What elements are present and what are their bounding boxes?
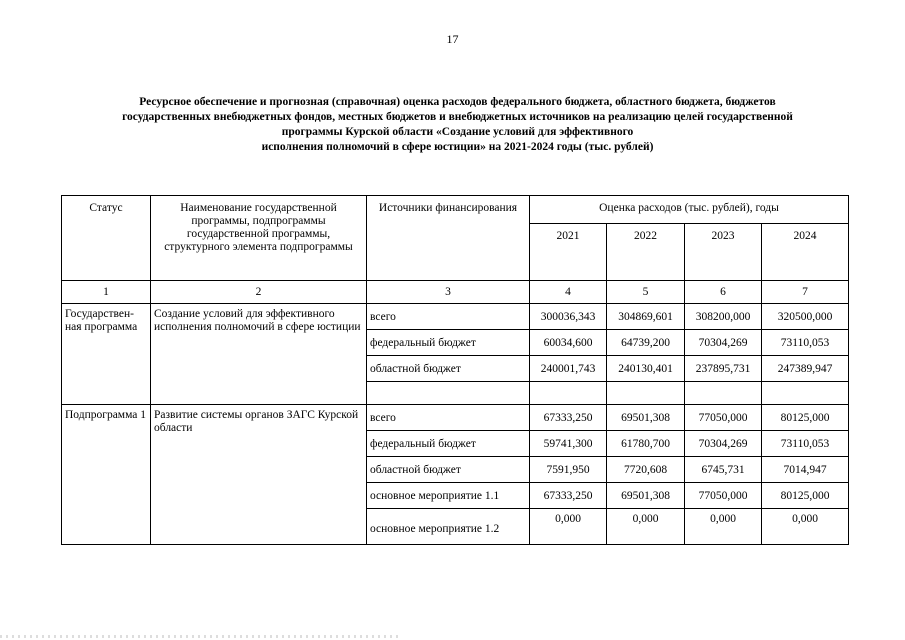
value-cell: 70304,269 — [685, 330, 762, 356]
value-cell: 67333,250 — [530, 483, 607, 509]
header-name: Наименование государственной программы, подпрограммы государственной программы, структурного элемента подпрограммы — [151, 196, 367, 281]
value-cell: 60034,600 — [530, 330, 607, 356]
value-cell: 6745,731 — [685, 457, 762, 483]
title-line: программы Курской области «Создание условий для эффективного — [281, 126, 634, 138]
header-estimate: Оценка расходов (тыс. рублей), годы — [530, 196, 849, 224]
header-row — [62, 196, 849, 224]
value-cell: 67333,250 — [530, 405, 607, 431]
source-cell: всего — [367, 304, 530, 330]
value-cell: 0,000 — [685, 509, 762, 545]
source-cell: всего — [367, 405, 530, 431]
value-cell: 308200,000 — [685, 304, 762, 330]
source-cell: федеральный бюджет — [367, 431, 530, 457]
source-cell: основное мероприятие 1.1 — [367, 483, 530, 509]
source-cell: федеральный бюджет — [367, 330, 530, 356]
program-name-cell: Создание условий для эффективного исполнения полномочий в сфере юстиции — [151, 304, 367, 405]
title-line: исполнения полномочий в сфере юстиции» на 2021-2024 годы (тыс. рублей) — [261, 141, 654, 153]
header-year: 2023 — [685, 224, 762, 281]
empty-cell — [530, 382, 607, 405]
table-row — [62, 405, 849, 431]
value-cell: 300036,343 — [530, 304, 607, 330]
value-cell: 0,000 — [607, 509, 685, 545]
column-number: 5 — [607, 281, 685, 304]
value-cell: 240130,401 — [607, 356, 685, 382]
column-number: 7 — [762, 281, 849, 304]
header-year: 2024 — [762, 224, 849, 281]
status-cell: Государствен-ная программа — [62, 304, 151, 405]
budget-table — [61, 195, 849, 545]
value-cell: 0,000 — [530, 509, 607, 545]
scan-artifact — [0, 635, 400, 638]
value-cell: 73110,053 — [762, 431, 849, 457]
value-cell: 80125,000 — [762, 483, 849, 509]
value-cell: 64739,200 — [607, 330, 685, 356]
value-cell: 59741,300 — [530, 431, 607, 457]
value-cell: 237895,731 — [685, 356, 762, 382]
column-numbers-row — [62, 281, 849, 304]
value-cell: 7591,950 — [530, 457, 607, 483]
empty-cell — [762, 382, 849, 405]
value-cell: 320500,000 — [762, 304, 849, 330]
title-line: Ресурсное обеспечение и прогнозная (справочная) оценка расходов федерального бюджета, областного бюджета, бюджетов — [139, 96, 776, 108]
value-cell: 77050,000 — [685, 405, 762, 431]
value-cell: 73110,053 — [762, 330, 849, 356]
page-number: 17 — [446, 32, 459, 46]
header-status: Статус — [62, 196, 151, 281]
source-cell: областной бюджет — [367, 356, 530, 382]
value-cell: 304869,601 — [607, 304, 685, 330]
column-number: 4 — [530, 281, 607, 304]
source-cell: основное мероприятие 1.2 — [367, 509, 530, 545]
empty-cell — [367, 382, 530, 405]
column-number: 6 — [685, 281, 762, 304]
document-title — [70, 95, 845, 155]
header-year: 2022 — [607, 224, 685, 281]
column-number: 2 — [151, 281, 367, 304]
column-number: 3 — [367, 281, 530, 304]
status-cell: Подпрограмма 1 — [62, 405, 151, 545]
value-cell: 247389,947 — [762, 356, 849, 382]
header-sources: Источники финансирования — [367, 196, 530, 281]
table-row — [62, 304, 849, 330]
value-cell: 80125,000 — [762, 405, 849, 431]
value-cell: 70304,269 — [685, 431, 762, 457]
column-number: 1 — [62, 281, 151, 304]
value-cell: 240001,743 — [530, 356, 607, 382]
empty-cell — [685, 382, 762, 405]
value-cell: 7720,608 — [607, 457, 685, 483]
program-name-cell: Развитие системы органов ЗАГС Курской области — [151, 405, 367, 545]
value-cell: 69501,308 — [607, 483, 685, 509]
title-line: государственных внебюджетных фондов, местных бюджетов и внебюджетных источников на реализацию целей государственной — [122, 111, 793, 123]
value-cell: 61780,700 — [607, 431, 685, 457]
value-cell: 77050,000 — [685, 483, 762, 509]
empty-cell — [607, 382, 685, 405]
source-cell: областной бюджет — [367, 457, 530, 483]
header-year: 2021 — [530, 224, 607, 281]
value-cell: 0,000 — [762, 509, 849, 545]
value-cell: 69501,308 — [607, 405, 685, 431]
value-cell: 7014,947 — [762, 457, 849, 483]
